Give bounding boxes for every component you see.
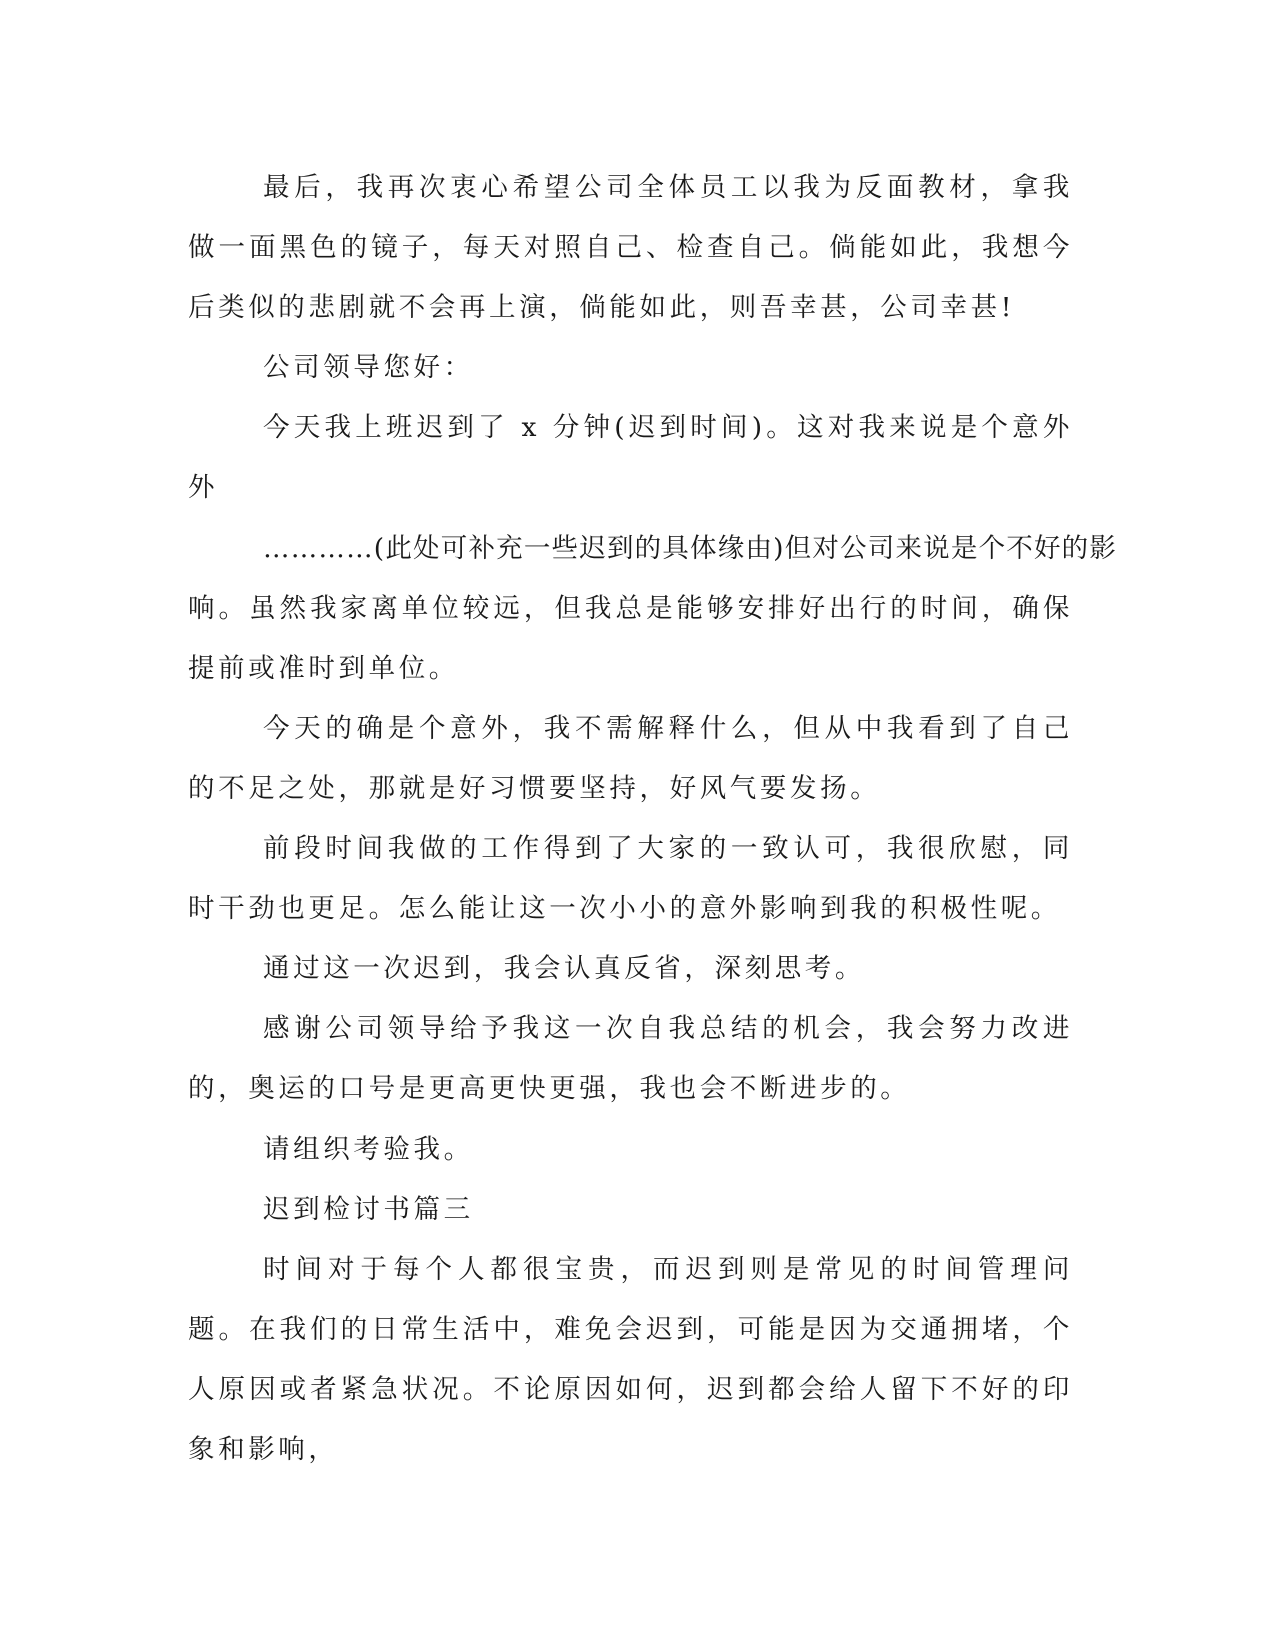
section-heading: 迟到检讨书篇三 — [263, 1193, 474, 1225]
late-reason-line-1: 今天我上班迟到了 x 分钟(迟到时间)。这对我来说是个意外外 — [188, 412, 1073, 504]
paragraph-gratitude: 感谢公司领导给予我这一次自我总结的机会，我会努力改进的，奥运的口号是更高更快更强，我也会不断进步的。 — [188, 1013, 1073, 1105]
paragraph-salutation: 公司领导您好： — [263, 352, 474, 384]
paragraph-request: 请组织考验我。 — [263, 1133, 474, 1165]
paragraph-reflection: 通过这一次迟到，我会认真反省，深刻思考。 — [263, 953, 865, 985]
paragraph-accident: 今天的确是个意外，我不需解释什么，但从中我看到了自己的不足之处，那就是好习惯要坚持，好风气要发扬。 — [188, 712, 1073, 804]
paragraph-late-reason — [188, 398, 1118, 698]
paragraph-recognition: 前段时间我做的工作得到了大家的一致认可，我很欣慰，同时干劲也更足。怎么能让这一次小小的意外影响到我的积极性呢。 — [188, 833, 1073, 925]
document-body — [188, 158, 1118, 1480]
paragraph-time-value: 时间对于每个人都很宝贵，而迟到则是常见的时间管理问题。在我们的日常生活中，难免会迟到，可能是因为交通拥堵，个人原因或者紧急状况。不论原因如何，迟到都会给人留下不好的印象和影响， — [188, 1253, 1073, 1465]
late-reason-rest: 响。虽然我家离单位较远，但我总是能够安排好出行的时间，确保提前或准时到单位。 — [188, 592, 1073, 684]
late-reason-line-2: …………(此处可补充一些迟到的具体缘由)但对公司来说是个不好的影 — [263, 532, 1118, 564]
paragraph-conclusion: 最后，我再次衷心希望公司全体员工以我为反面教材，拿我做一面黑色的镜子，每天对照自己、检查自己。倘能如此，我想今后类似的悲剧就不会再上演，倘能如此，则吾幸甚，公司幸甚! — [188, 172, 1073, 324]
